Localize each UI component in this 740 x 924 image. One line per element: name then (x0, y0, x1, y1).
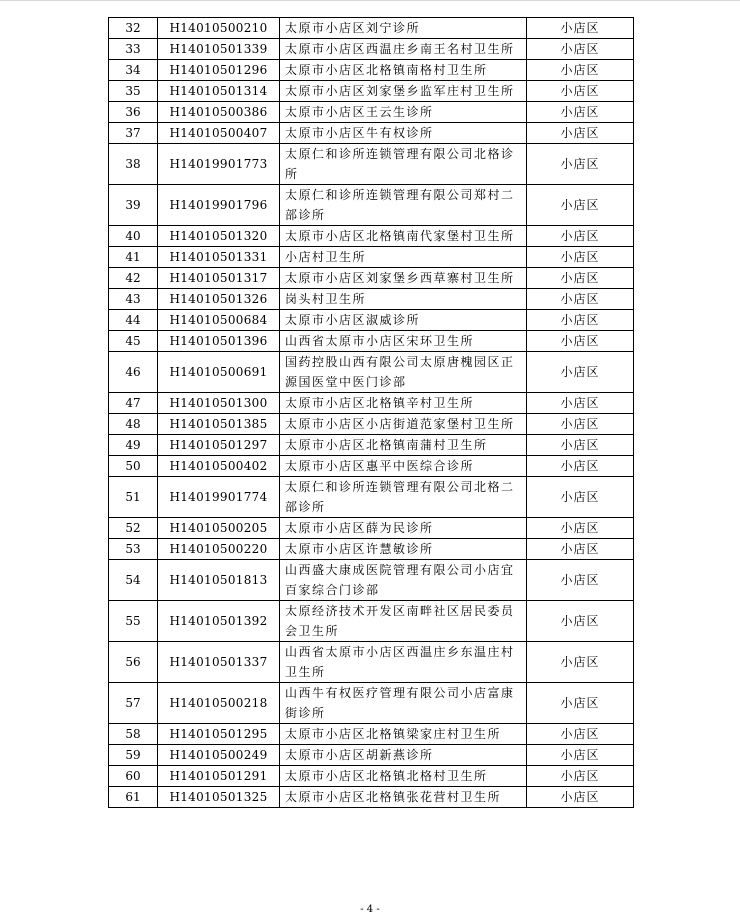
table-row (109, 435, 634, 456)
row-number: 32 (109, 18, 158, 39)
district-name: 小店区 (527, 601, 634, 642)
institution-name: 太原市小店区小店街道范家堡村卫生所 (280, 414, 527, 435)
top-divider (0, 0, 740, 1)
institution-code: H14010500210 (158, 18, 280, 39)
table-row (109, 331, 634, 352)
institution-name: 太原市小店区北格镇南格村卫生所 (280, 60, 527, 81)
district-name: 小店区 (527, 414, 634, 435)
institution-code: H14010501291 (158, 766, 280, 787)
institution-name: 山西牛有权医疗管理有限公司小店富康街诊所 (280, 683, 527, 724)
institution-name: 山西盛大康成医院管理有限公司小店宜百家综合门诊部 (280, 560, 527, 601)
table-row (109, 456, 634, 477)
table-row (109, 123, 634, 144)
institution-code: H14010501320 (158, 226, 280, 247)
row-number: 35 (109, 81, 158, 102)
district-name: 小店区 (527, 123, 634, 144)
row-number: 46 (109, 352, 158, 393)
district-name: 小店区 (527, 18, 634, 39)
row-number: 50 (109, 456, 158, 477)
row-number: 38 (109, 144, 158, 185)
row-number: 53 (109, 539, 158, 560)
institution-code: H14010501325 (158, 787, 280, 808)
district-name: 小店区 (527, 226, 634, 247)
institution-name: 太原市小店区北格镇辛村卫生所 (280, 393, 527, 414)
institution-name: 山西省太原市小店区西温庄乡东温庄村卫生所 (280, 642, 527, 683)
table-row (109, 745, 634, 766)
district-name: 小店区 (527, 539, 634, 560)
institution-name: 太原市小店区牛有权诊所 (280, 123, 527, 144)
row-number: 55 (109, 601, 158, 642)
institution-code: H14010500407 (158, 123, 280, 144)
district-name: 小店区 (527, 477, 634, 518)
institution-code: H14010500218 (158, 683, 280, 724)
district-name: 小店区 (527, 787, 634, 808)
district-name: 小店区 (527, 683, 634, 724)
district-name: 小店区 (527, 435, 634, 456)
row-number: 33 (109, 39, 158, 60)
table-row (109, 310, 634, 331)
institution-code: H14010501392 (158, 601, 280, 642)
table-row (109, 352, 634, 393)
institution-name: 太原经济技术开发区南畔社区居民委员会卫生所 (280, 601, 527, 642)
institution-name: 山西省太原市小店区宋环卫生所 (280, 331, 527, 352)
row-number: 34 (109, 60, 158, 81)
institution-code: H14010501385 (158, 414, 280, 435)
institution-code: H14010501396 (158, 331, 280, 352)
row-number: 57 (109, 683, 158, 724)
row-number: 52 (109, 518, 158, 539)
institution-name: 太原市小店区北格镇南代家堡村卫生所 (280, 226, 527, 247)
district-name: 小店区 (527, 247, 634, 268)
row-number: 56 (109, 642, 158, 683)
row-number: 45 (109, 331, 158, 352)
institution-code: H14010500205 (158, 518, 280, 539)
table-row (109, 289, 634, 310)
institution-name: 太原市小店区许慧敏诊所 (280, 539, 527, 560)
institution-code: H14010501337 (158, 642, 280, 683)
institution-code: H14010500220 (158, 539, 280, 560)
table-row (109, 724, 634, 745)
row-number: 60 (109, 766, 158, 787)
district-name: 小店区 (527, 642, 634, 683)
table-row (109, 81, 634, 102)
institution-code: H14010501314 (158, 81, 280, 102)
district-name: 小店区 (527, 289, 634, 310)
table-row (109, 226, 634, 247)
institution-code: H14010501813 (158, 560, 280, 601)
table-row (109, 414, 634, 435)
institution-code: H14010500386 (158, 102, 280, 123)
table-row (109, 144, 634, 185)
institution-name: 太原市小店区北格镇梁家庄村卫生所 (280, 724, 527, 745)
institution-code: H14019901774 (158, 477, 280, 518)
row-number: 44 (109, 310, 158, 331)
district-name: 小店区 (527, 81, 634, 102)
institution-code: H14010501296 (158, 60, 280, 81)
district-name: 小店区 (527, 766, 634, 787)
institution-name: 太原市小店区北格镇张花营村卫生所 (280, 787, 527, 808)
institution-name: 太原市小店区王云生诊所 (280, 102, 527, 123)
row-number: 36 (109, 102, 158, 123)
institution-code: H14019901796 (158, 185, 280, 226)
table-row (109, 393, 634, 414)
table-row (109, 185, 634, 226)
institution-code: H14010500249 (158, 745, 280, 766)
institution-code: H14010500402 (158, 456, 280, 477)
district-name: 小店区 (527, 310, 634, 331)
institution-name: 太原市小店区胡新燕诊所 (280, 745, 527, 766)
table-row (109, 766, 634, 787)
district-name: 小店区 (527, 560, 634, 601)
institution-name: 太原市小店区薛为民诊所 (280, 518, 527, 539)
institution-name: 太原仁和诊所连锁管理有限公司郑村二部诊所 (280, 185, 527, 226)
institution-name: 太原仁和诊所连锁管理有限公司北格诊所 (280, 144, 527, 185)
table-row (109, 477, 634, 518)
institution-name: 太原市小店区刘家堡乡西草寨村卫生所 (280, 268, 527, 289)
table-row (109, 102, 634, 123)
institution-name: 太原市小店区惠平中医综合诊所 (280, 456, 527, 477)
institution-code: H14010501339 (158, 39, 280, 60)
institution-code: H14010501300 (158, 393, 280, 414)
table-row (109, 518, 634, 539)
row-number: 48 (109, 414, 158, 435)
district-name: 小店区 (527, 518, 634, 539)
table-row (109, 247, 634, 268)
district-name: 小店区 (527, 185, 634, 226)
row-number: 58 (109, 724, 158, 745)
table-row (109, 560, 634, 601)
institution-name: 国药控股山西有限公司太原唐槐园区正源国医堂中医门诊部 (280, 352, 527, 393)
district-name: 小店区 (527, 268, 634, 289)
row-number: 37 (109, 123, 158, 144)
institution-name: 岗头村卫生所 (280, 289, 527, 310)
district-name: 小店区 (527, 60, 634, 81)
institution-name: 太原市小店区刘家堡乡监军庄村卫生所 (280, 81, 527, 102)
table-row (109, 642, 634, 683)
institution-code: H14019901773 (158, 144, 280, 185)
institution-code: H14010501295 (158, 724, 280, 745)
row-number: 42 (109, 268, 158, 289)
table-row (109, 539, 634, 560)
district-name: 小店区 (527, 745, 634, 766)
clinic-table (108, 17, 634, 808)
row-number: 39 (109, 185, 158, 226)
row-number: 49 (109, 435, 158, 456)
row-number: 54 (109, 560, 158, 601)
table-row (109, 18, 634, 39)
institution-code: H14010501317 (158, 268, 280, 289)
institution-name: 太原市小店区淑威诊所 (280, 310, 527, 331)
institution-code: H14010500684 (158, 310, 280, 331)
clinic-table-body (109, 18, 634, 808)
table-row (109, 787, 634, 808)
institution-name: 太原市小店区西温庄乡南王名村卫生所 (280, 39, 527, 60)
table-row (109, 601, 634, 642)
district-name: 小店区 (527, 352, 634, 393)
institution-name: 太原市小店区刘宁诊所 (280, 18, 527, 39)
row-number: 59 (109, 745, 158, 766)
district-name: 小店区 (527, 144, 634, 185)
row-number: 40 (109, 226, 158, 247)
district-name: 小店区 (527, 331, 634, 352)
table-row (109, 683, 634, 724)
district-name: 小店区 (527, 39, 634, 60)
institution-name: 太原市小店区北格镇北格村卫生所 (280, 766, 527, 787)
table-row (109, 60, 634, 81)
district-name: 小店区 (527, 724, 634, 745)
row-number: 47 (109, 393, 158, 414)
row-number: 41 (109, 247, 158, 268)
institution-code: H14010500691 (158, 352, 280, 393)
institution-code: H14010501331 (158, 247, 280, 268)
institution-code: H14010501297 (158, 435, 280, 456)
district-name: 小店区 (527, 393, 634, 414)
row-number: 61 (109, 787, 158, 808)
table-row (109, 39, 634, 60)
row-number: 51 (109, 477, 158, 518)
page-number: - 4 - (360, 904, 380, 915)
table-row (109, 268, 634, 289)
institution-code: H14010501326 (158, 289, 280, 310)
row-number: 43 (109, 289, 158, 310)
district-name: 小店区 (527, 456, 634, 477)
institution-name: 太原仁和诊所连锁管理有限公司北格二部诊所 (280, 477, 527, 518)
institution-name: 太原市小店区北格镇南蒲村卫生所 (280, 435, 527, 456)
district-name: 小店区 (527, 102, 634, 123)
institution-name: 小店村卫生所 (280, 247, 527, 268)
